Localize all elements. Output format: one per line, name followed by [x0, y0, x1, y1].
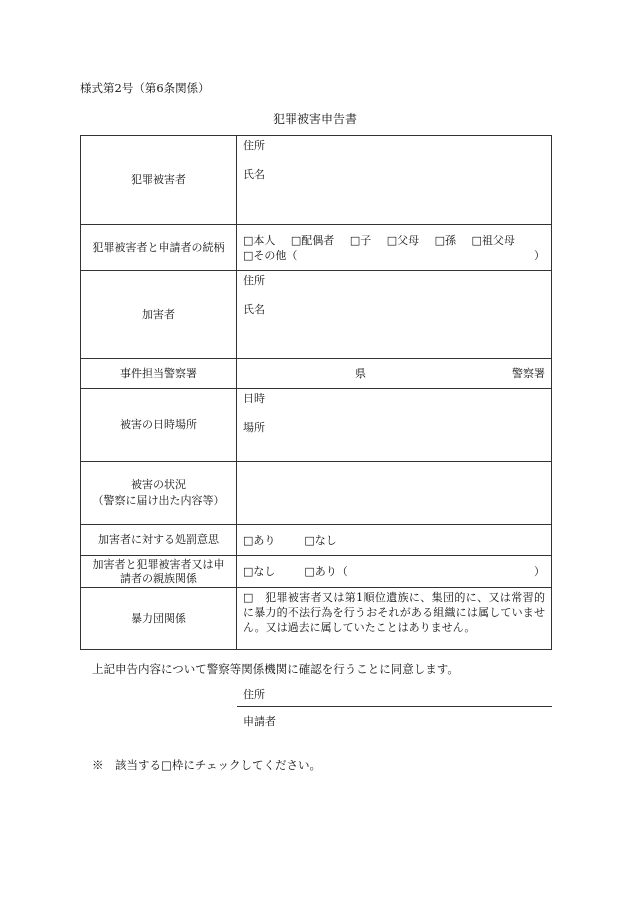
punishment-row — [81, 525, 552, 556]
damage-label — [81, 462, 237, 525]
relationship-other-close: ） — [534, 248, 545, 262]
police-row — [81, 359, 552, 389]
relationship-option-grandchild[interactable]: □孫 — [434, 233, 457, 247]
victim-label: 犯罪被害者 — [81, 136, 237, 225]
page-title: 犯罪被害申告書 — [272, 112, 357, 126]
punishment-label: 加害者に対する処罰意思 — [81, 525, 237, 556]
checkbox-note: ※ 該当する□枠にチェックしてください。 — [92, 758, 322, 772]
kinship-row — [81, 556, 552, 588]
police-label: 事件担当警察署 — [81, 359, 237, 389]
punishment-option-yes[interactable]: □あり — [243, 533, 276, 547]
applicant-address-label: 住所 — [243, 688, 265, 701]
gang-row — [81, 588, 552, 650]
consent-statement: 上記申告内容について警察等関係機関に確認を行うことに同意します。 — [92, 662, 459, 676]
police-field[interactable] — [237, 359, 552, 389]
offender-address-label: 住所 — [243, 274, 265, 287]
kinship-close: ） — [534, 565, 545, 578]
victim-name-label: 氏名 — [243, 168, 265, 181]
incident-place-label: 場所 — [243, 421, 265, 434]
relationship-option-other[interactable]: □その他（ — [243, 248, 298, 262]
kinship-option-yes[interactable]: □あり（ — [304, 565, 348, 578]
damage-field[interactable] — [237, 462, 552, 525]
victim-row — [81, 136, 552, 225]
relationship-option-parent[interactable]: □父母 — [386, 233, 420, 247]
offender-field[interactable] — [237, 271, 552, 359]
police-prefecture: 県 — [355, 367, 366, 380]
gang-label: 暴力団関係 — [81, 588, 237, 650]
relationship-option-child[interactable]: □子 — [349, 233, 372, 247]
punishment-field — [237, 525, 552, 556]
kinship-label-line1: 加害者と犯罪被害者又は申 — [92, 557, 225, 571]
relationship-label: 犯罪被害者と申請者の続柄 — [81, 225, 237, 271]
kinship-field — [237, 556, 552, 588]
applicant-divider — [237, 706, 552, 707]
relationship-option-grandparent[interactable]: □祖父母 — [471, 233, 515, 247]
victim-field[interactable] — [237, 136, 552, 225]
offender-label: 加害者 — [81, 271, 237, 359]
incident-field[interactable] — [237, 389, 552, 462]
relationship-option-self[interactable]: □本人 — [243, 233, 276, 247]
incident-row — [81, 389, 552, 462]
gang-field — [237, 588, 552, 650]
police-station: 警察署 — [512, 367, 545, 380]
victim-address-label: 住所 — [243, 139, 265, 152]
damage-row — [81, 462, 552, 525]
punishment-option-no[interactable]: □なし — [304, 533, 337, 547]
offender-name-label: 氏名 — [243, 303, 265, 316]
form-number: 様式第2号（第6条関係） — [80, 81, 210, 95]
kinship-label-line2: 請者の親族関係 — [120, 571, 197, 585]
relationship-option-spouse[interactable]: □配偶者 — [290, 233, 335, 247]
application-form-table — [80, 135, 552, 650]
kinship-option-no[interactable]: □なし — [243, 565, 276, 578]
relationship-field — [237, 225, 552, 271]
kinship-label — [81, 556, 237, 588]
applicant-name-label: 申請者 — [243, 715, 276, 728]
incident-label: 被害の日時場所 — [81, 389, 237, 462]
offender-row — [81, 271, 552, 359]
incident-datetime-label: 日時 — [243, 392, 265, 405]
damage-label-line2: （警察に届け出た内容等） — [92, 494, 225, 507]
gang-statement[interactable]: □ 犯罪被害者又は第1順位遺族に、集団的に、又は常習的に暴力的不法行為を行うおそれがある組織には属していません。又は過去に属していたことはありません。 — [243, 591, 545, 634]
damage-label-line1: 被害の状況 — [131, 478, 186, 491]
relationship-row — [81, 225, 552, 271]
